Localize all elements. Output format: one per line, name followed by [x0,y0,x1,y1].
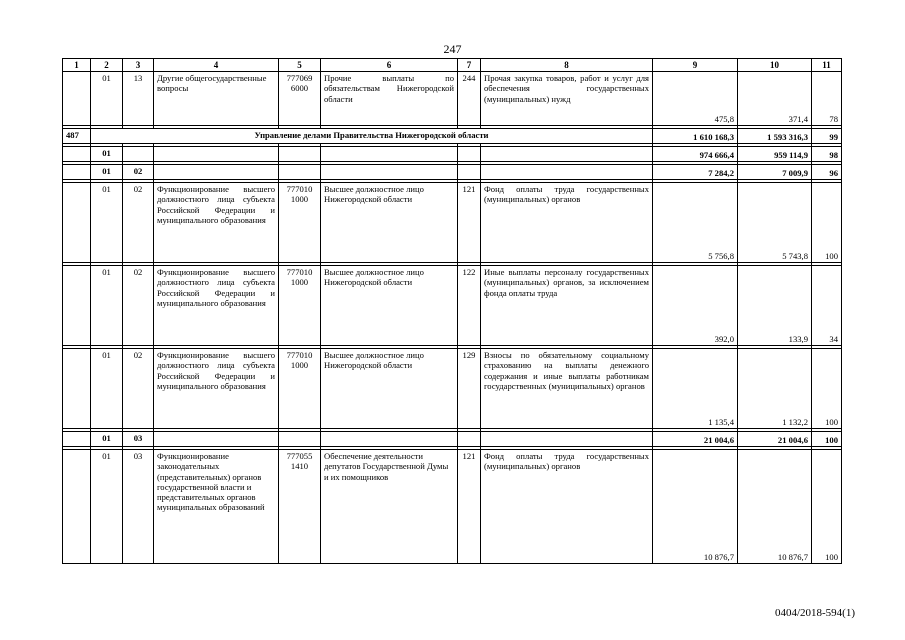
cell-1 [63,349,91,429]
cell-section-name: Функционирование законодательных (представительных) органов государственной власти и представительных органов муниципальных образований [154,450,279,564]
table-row [63,129,842,144]
cell-target-code: 777069 6000 [279,72,321,126]
cell-plan: 21 004,6 [653,432,738,447]
cell-plan: 475,8 [653,72,738,126]
table-row [63,432,842,447]
cell-expense-name: Прочая закупка товаров, работ и услуг для обеспечения государственных (муниципальных) нужд [481,72,653,126]
document-code: 0404/2018-594(1) [774,607,855,619]
cell-actual: 1 132,2 [738,349,812,429]
cell-target-code: 777055 1410 [279,450,321,564]
cell-actual: 959 114,9 [738,147,812,162]
cell-8 [481,147,653,162]
cell-1 [63,183,91,263]
cell-target-name: Обеспечение деятельности депутатов Государственной Думы и их помощников [321,450,458,564]
cell-5 [279,432,321,447]
cell-section-name: Другие общегосударственные вопросы [154,72,279,126]
cell-expense-name: Взносы по обязательному социальному страхованию на выплаты денежного содержания и иные выплаты работникам государственных (муниципальных) органов [481,349,653,429]
cell-8 [481,432,653,447]
cell-7 [458,147,481,162]
cell-actual: 1 593 316,3 [738,129,812,144]
cell-actual: 10 876,7 [738,450,812,564]
cell-section: 01 [91,450,123,564]
cell-1 [63,266,91,346]
header-cell: 9 [653,59,738,72]
cell-plan: 392,0 [653,266,738,346]
cell-expense-type: 121 [458,450,481,564]
table-row [63,147,842,162]
header-cell: 8 [481,59,653,72]
cell-subsection: 02 [123,266,154,346]
cell-section: 01 [91,349,123,429]
cell-5 [279,147,321,162]
cell-subsection: 02 [123,165,154,180]
cell-6 [321,432,458,447]
cell-section: 01 [91,72,123,126]
cell-section: 01 [91,266,123,346]
cell-expense-type: 129 [458,349,481,429]
cell-1 [63,72,91,126]
cell-actual: 371,4 [738,72,812,126]
cell-section: 01 [91,183,123,263]
cell-expense-name: Фонд оплаты труда государственных (муниципальных) органов [481,450,653,564]
cell-target-code: 777010 1000 [279,266,321,346]
cell-subsection: 03 [123,450,154,564]
cell-expense-type: 121 [458,183,481,263]
cell-actual: 5 743,8 [738,183,812,263]
cell-expense-type: 122 [458,266,481,346]
cell-1 [63,432,91,447]
cell-actual: 21 004,6 [738,432,812,447]
cell-percent: 100 [812,432,842,447]
cell-1 [63,165,91,180]
header-row [63,59,842,72]
cell-7 [458,165,481,180]
cell-section-name: Функционирование высшего должностного лица субъекта Российской Федерации и муниципального образования [154,183,279,263]
cell-target-name: Высшее должностное лицо Нижегородской области [321,266,458,346]
cell-plan: 1 135,4 [653,349,738,429]
cell-expense-name: Фонд оплаты труда государственных (муниципальных) органов [481,183,653,263]
cell-section: 01 [91,432,123,447]
header-cell: 2 [91,59,123,72]
cell-subsection: 13 [123,72,154,126]
cell-section-name: Функционирование высшего должностного лица субъекта Российской Федерации и муниципального образования [154,349,279,429]
table-row [63,349,842,429]
cell-subsection: 02 [123,349,154,429]
table-row [63,165,842,180]
cell-org-title: Управление делами Правительства Нижегородской области [91,129,653,144]
budget-table [62,58,842,564]
cell-subsection [123,147,154,162]
page-number: 247 [443,42,462,56]
cell-target-code: 777010 1000 [279,349,321,429]
table-row [63,183,842,263]
header-cell: 10 [738,59,812,72]
cell-plan: 7 284,2 [653,165,738,180]
header-cell: 5 [279,59,321,72]
cell-plan: 10 876,7 [653,450,738,564]
cell-target-name: Высшее должностное лицо Нижегородской области [321,349,458,429]
cell-percent: 78 [812,72,842,126]
header-cell: 3 [123,59,154,72]
cell-section: 01 [91,147,123,162]
cell-percent: 100 [812,450,842,564]
table-row [63,266,842,346]
cell-1 [63,147,91,162]
cell-percent: 100 [812,349,842,429]
cell-8 [481,165,653,180]
cell-subsection: 02 [123,183,154,263]
cell-7 [458,432,481,447]
cell-4 [154,432,279,447]
cell-actual: 133,9 [738,266,812,346]
cell-percent: 99 [812,129,842,144]
cell-4 [154,147,279,162]
header-cell: 11 [812,59,842,72]
header-cell: 6 [321,59,458,72]
cell-plan: 974 666,4 [653,147,738,162]
cell-6 [321,165,458,180]
cell-6 [321,147,458,162]
cell-1 [63,450,91,564]
cell-plan: 1 610 168,3 [653,129,738,144]
cell-plan: 5 756,8 [653,183,738,263]
cell-target-code: 777010 1000 [279,183,321,263]
table-row [63,450,842,564]
cell-expense-name: Иные выплаты персоналу государственных (муниципальных) органов, за исключением фонда оплаты труда [481,266,653,346]
cell-4 [154,165,279,180]
cell-percent: 98 [812,147,842,162]
cell-expense-type: 244 [458,72,481,126]
cell-org-code: 487 [63,129,91,144]
cell-actual: 7 009,9 [738,165,812,180]
cell-section: 01 [91,165,123,180]
header-cell: 1 [63,59,91,72]
cell-percent: 96 [812,165,842,180]
cell-subsection: 03 [123,432,154,447]
header-cell: 4 [154,59,279,72]
cell-percent: 100 [812,183,842,263]
cell-5 [279,165,321,180]
cell-section-name: Функционирование высшего должностного лица субъекта Российской Федерации и муниципального образования [154,266,279,346]
table-row [63,72,842,126]
cell-target-name: Высшее должностное лицо Нижегородской области [321,183,458,263]
header-cell: 7 [458,59,481,72]
cell-target-name: Прочие выплаты по обязательствам Нижегородской области [321,72,458,126]
cell-percent: 34 [812,266,842,346]
